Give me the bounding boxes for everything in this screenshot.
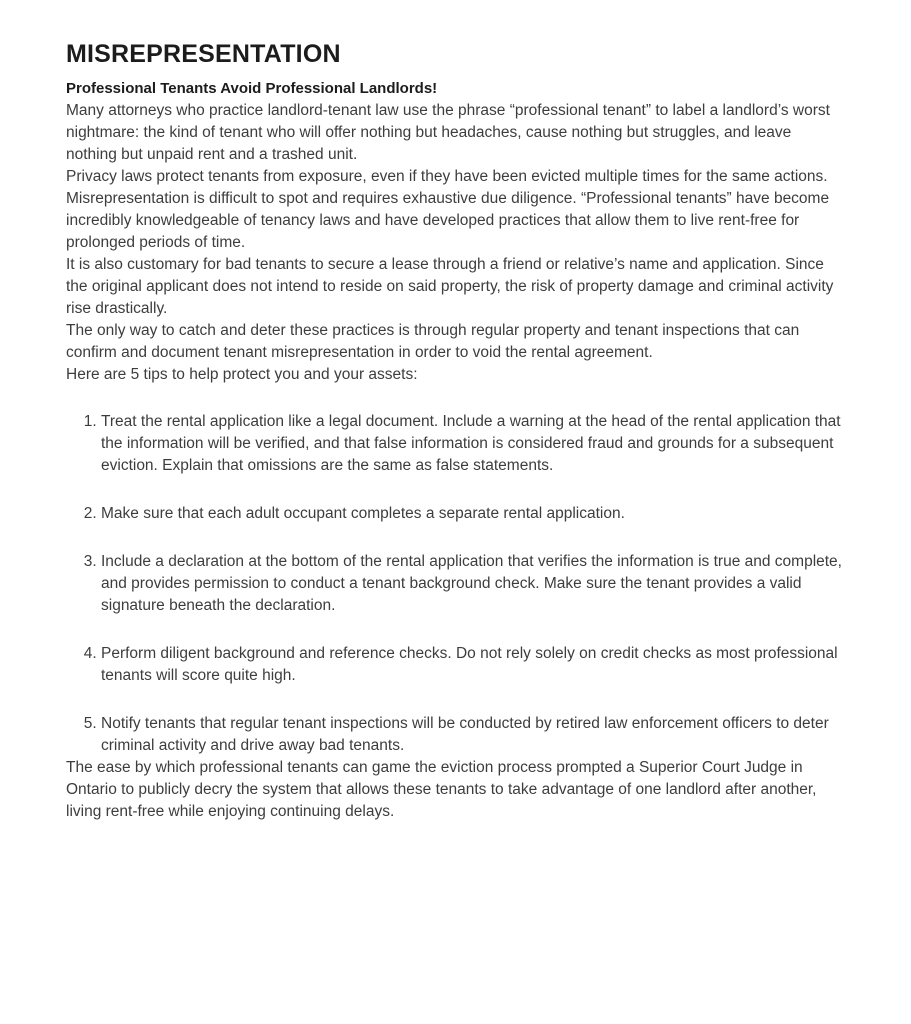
article [66,38,846,823]
privacy-paragraph: Privacy laws protect tenants from exposure, even if they have been evicted multiple times for the same actions. Misrepresentation is difficult to spot and requires exhaustive due diligence. “Professional tenants” have become incredibly knowledgeable of tenancy laws and have developed practices that allow them to live rent-free for prolonged periods of time. [66,168,830,251]
intro-paragraph: Many attorneys who practice landlord-tenant law use the phrase “professional tenant” to label a landlord’s worst nightmare: the kind of tenant who will offer nothing but headaches, cause nothing but struggles, and leave nothing but unpaid rent and a trashed unit. [66,102,830,163]
tips-intro-paragraph: Here are 5 tips to help protect you and your assets: [66,366,418,383]
tip-item: 4. Perform diligent background and reference checks. Do not rely solely on credit checks as most professional tenants will score quite high. [101,643,846,687]
tip-item: 2. Make sure that each adult occupant completes a separate rental application. [101,503,846,525]
tip-item: 1. Treat the rental application like a legal document. Include a warning at the head of the rental application that the information will be verified, and that false information is considered fraud and grounds for a subsequent eviction. Explain that omissions are the same as false statements. [101,411,846,477]
lease-paragraph: It is also customary for bad tenants to secure a lease through a friend or relative’s name and application. Since the original applicant does not intend to reside on said property, the risk of property damage and criminal activity rise drastically. [66,256,834,317]
page-subtitle: Professional Tenants Avoid Professional Landlords! [66,80,438,97]
tip-item: 3. Include a declaration at the bottom of the rental application that verifies the information is true and complete, and provides permission to conduct a tenant background check. Make sure the tenant provides a valid signature beneath the declaration. [101,551,846,617]
page-title: MISREPRESENTATION [66,40,341,68]
tips-list [66,411,846,757]
inspection-paragraph: The only way to catch and deter these practices is through regular property and tenant inspections that can confirm and document tenant misrepresentation in order to void the rental agreement. [66,322,800,361]
tip-item: 5. Notify tenants that regular tenant inspections will be conducted by retired law enforcement officers to deter criminal activity and drive away bad tenants. [101,713,846,757]
closing-paragraph: The ease by which professional tenants can game the eviction process prompted a Superior Court Judge in Ontario to publicly decry the system that allows these tenants to take advantage of one landlord after another, living rent-free while enjoying continuing delays. [66,759,817,820]
